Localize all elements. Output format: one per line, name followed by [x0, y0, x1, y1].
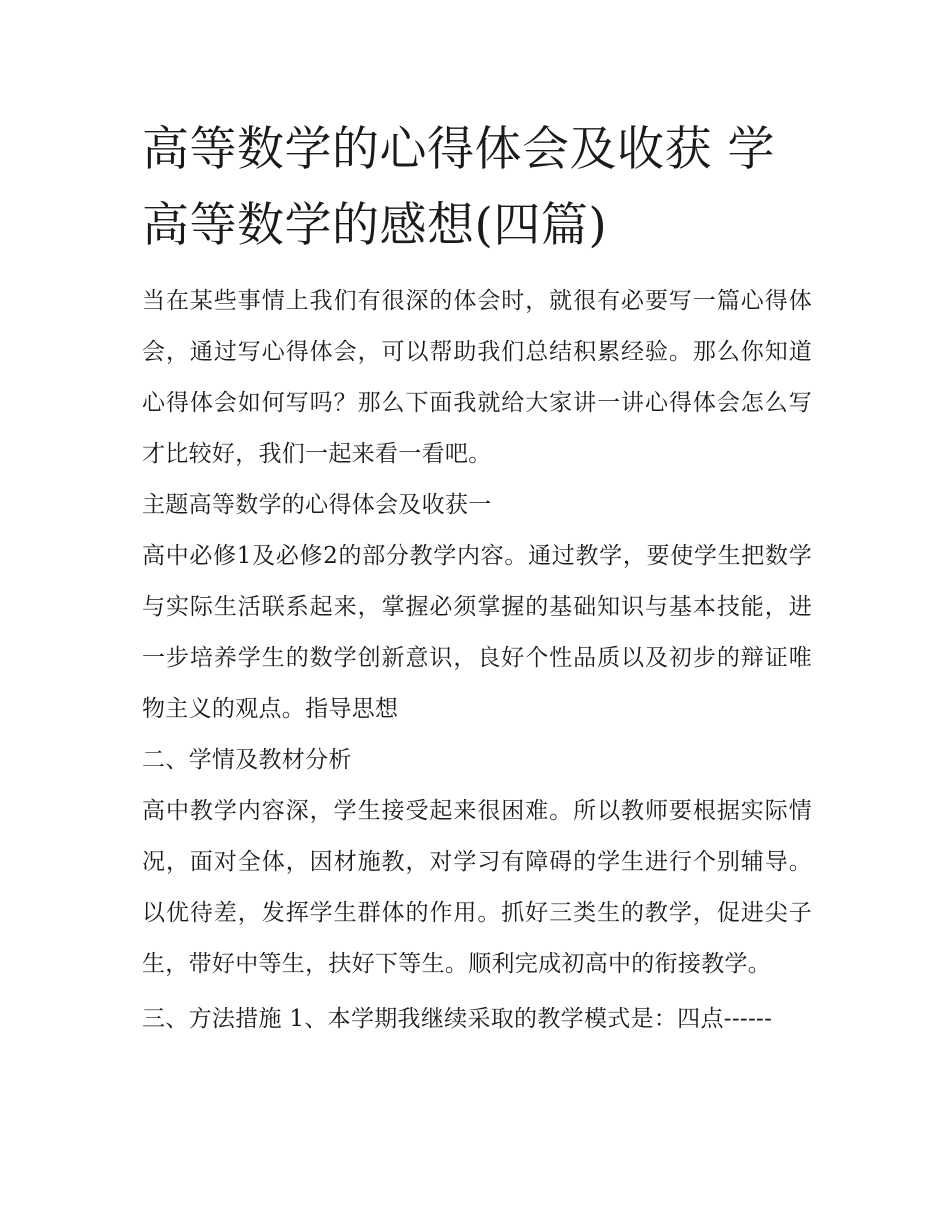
heading-3: 三、方法措施 1、本学期我继续采取的教学模式是：四点------ [142, 1006, 773, 1032]
intro-paragraph: 当在某些事情上我们有很深的体会时，就很有必要写一篇心得体会，通过写心得体会，可以帮助我们总结积累经验。那么你知道心得体会如何写吗？那么下面我就给大家讲一讲心得体会怎么写才比较好，我们一起来看一看吧。 [142, 288, 812, 467]
document-body [142, 112, 812, 1045]
paragraph-2: 高中教学内容深，学生接受起来很困难。所以教师要根据实际情况，面对全体，因材施教，对学习有障碍的学生进行个别辅导。以优待差，发挥学生群体的作用。抓好三类生的教学，促进尖子生，带好中等生，扶好下等生。顺利完成初高中的衔接教学。 [142, 798, 812, 977]
section-title: 主题高等数学的心得体会及收获一 [142, 492, 492, 518]
paragraph-1: 高中必修1及必修2的部分教学内容。通过教学，要使学生把数学与实际生活联系起来，掌握必须掌握的基础知识与基本技能，进一步培养学生的数学创新意识，良好个性品质以及初步的辩证唯物主义的观点。指导思想 [142, 543, 812, 722]
heading-2: 二、学情及教材分析 [142, 747, 352, 773]
document-title: 高等数学的心得体会及收获 学高等数学的感想(四篇) [142, 122, 775, 253]
